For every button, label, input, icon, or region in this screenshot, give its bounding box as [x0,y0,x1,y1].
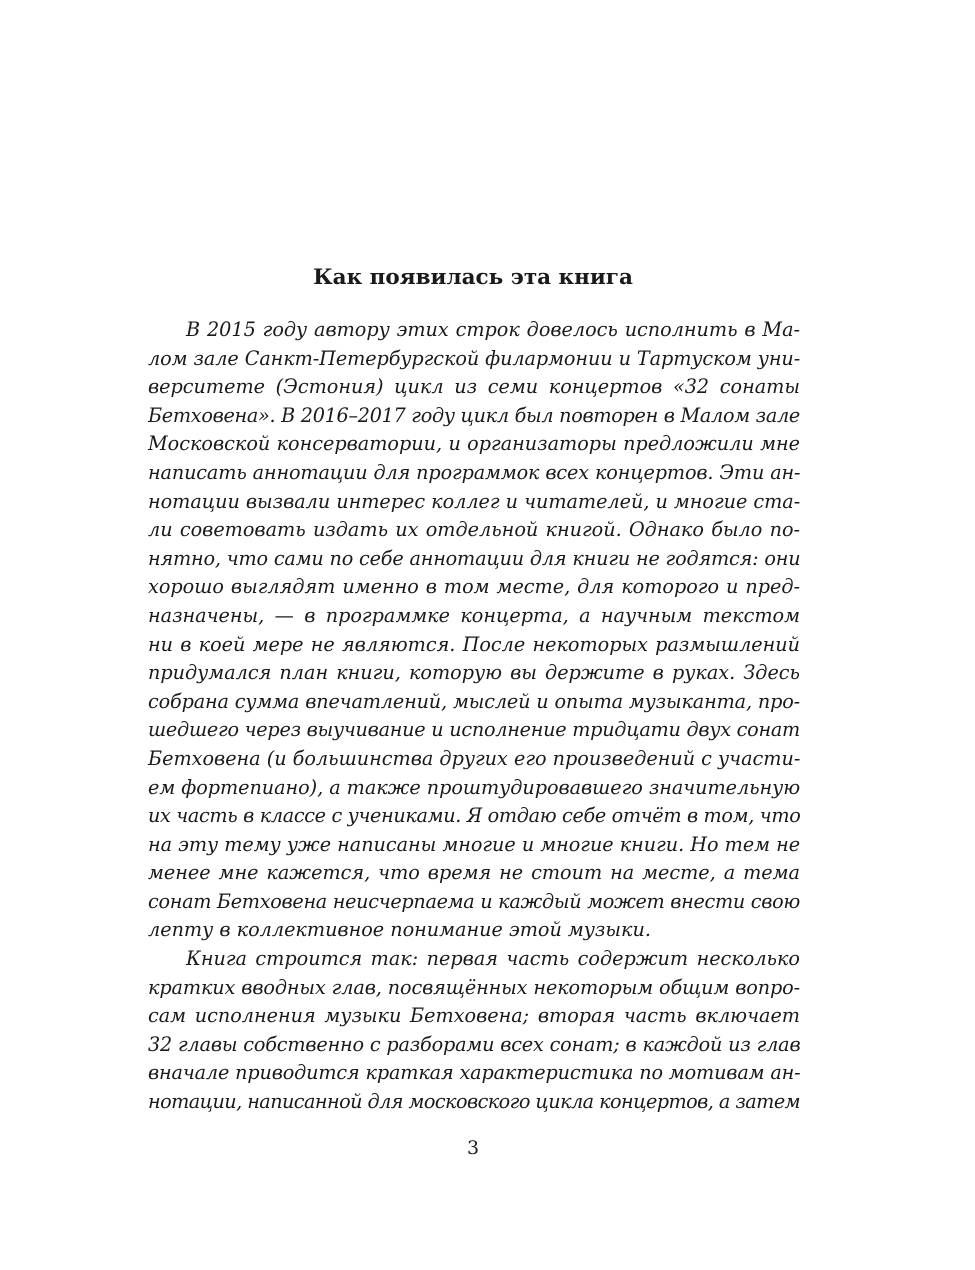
text-line: кратких вводных глав, посвящённых некоторым общим вопро- [148,975,800,999]
text-line: назначены, — в программке концерта, а научным текстом [148,603,800,627]
text-line: лом зале Санкт-Петербургской филармонии и Тартуском уни- [148,346,801,370]
text-line: нотации вызвали интерес коллег и читателей, и многие ста- [148,489,801,513]
text-line: 32 главы собственно с разборами всех сонат; в каждой из глав [148,1032,801,1056]
text-line: написать аннотации для программок всех концертов. Эти ан- [148,460,801,484]
text-line: В 2015 году автору этих строк довелось исполнить в Ма- [186,318,800,341]
text-line: нятно, что сами по себе аннотации для книги не годятся: они [148,546,801,570]
text-line: вначале приводится краткая характеристика по мотивам ан- [148,1061,801,1085]
text-line: их часть в классе с учениками. Я отдаю себе отчёт в том, что [148,804,801,828]
text-line: на эту тему уже написаны многие и многие книги. Но тем не [148,832,801,856]
paragraph-1 [148,316,800,945]
page-number: 3 [466,1137,480,1159]
text-line: хорошо выглядят именно в том месте, для которого и пред- [148,575,800,599]
text-line: Бетховена». В 2016–2017 году цикл был повторен в Малом зале [148,403,800,427]
text-line: ем фортепиано), а также проштудировавшего значительную [148,775,801,799]
text-line: Бетховена (и большинства других его произведений с участи- [148,746,801,770]
paragraph-2 [148,945,800,1117]
chapter-heading: Как появилась эта книга [313,265,633,290]
text-line: ни в коей мере не являются. После некоторых размышлений [148,632,800,656]
text-line: нотации, написанной для московского цикла концертов, а затем [148,1090,800,1114]
text-line: собрана сумма впечатлений, мыслей и опыта музыканта, про- [148,689,800,713]
text-line: Книга строится так: первая часть содержит несколько [186,947,800,971]
text-line: придумался план книги, которую вы держите в руках. Здесь [148,661,800,685]
text-line: ли советовать издать их отдельной книгой. Однако было по- [148,518,800,542]
text-line: сонат Бетховена неисчерпаема и каждый может внести свою [148,889,800,913]
text-line: лепту в коллективное понимание этой музыки. [148,918,651,942]
body-text [148,316,800,1117]
text-line: менее мне кажется, что время не стоит на месте, а тема [148,861,800,885]
text-line: сам исполнения музыки Бетховена; вторая часть включает [148,1004,800,1028]
text-line: верситете (Эстония) цикл из семи концертов «32 сонаты [148,375,800,399]
text-line: шедшего через выучивание и исполнение тридцати двух сонат [148,718,800,742]
text-line: Московской консерватории, и организаторы предложили мне [148,432,800,456]
